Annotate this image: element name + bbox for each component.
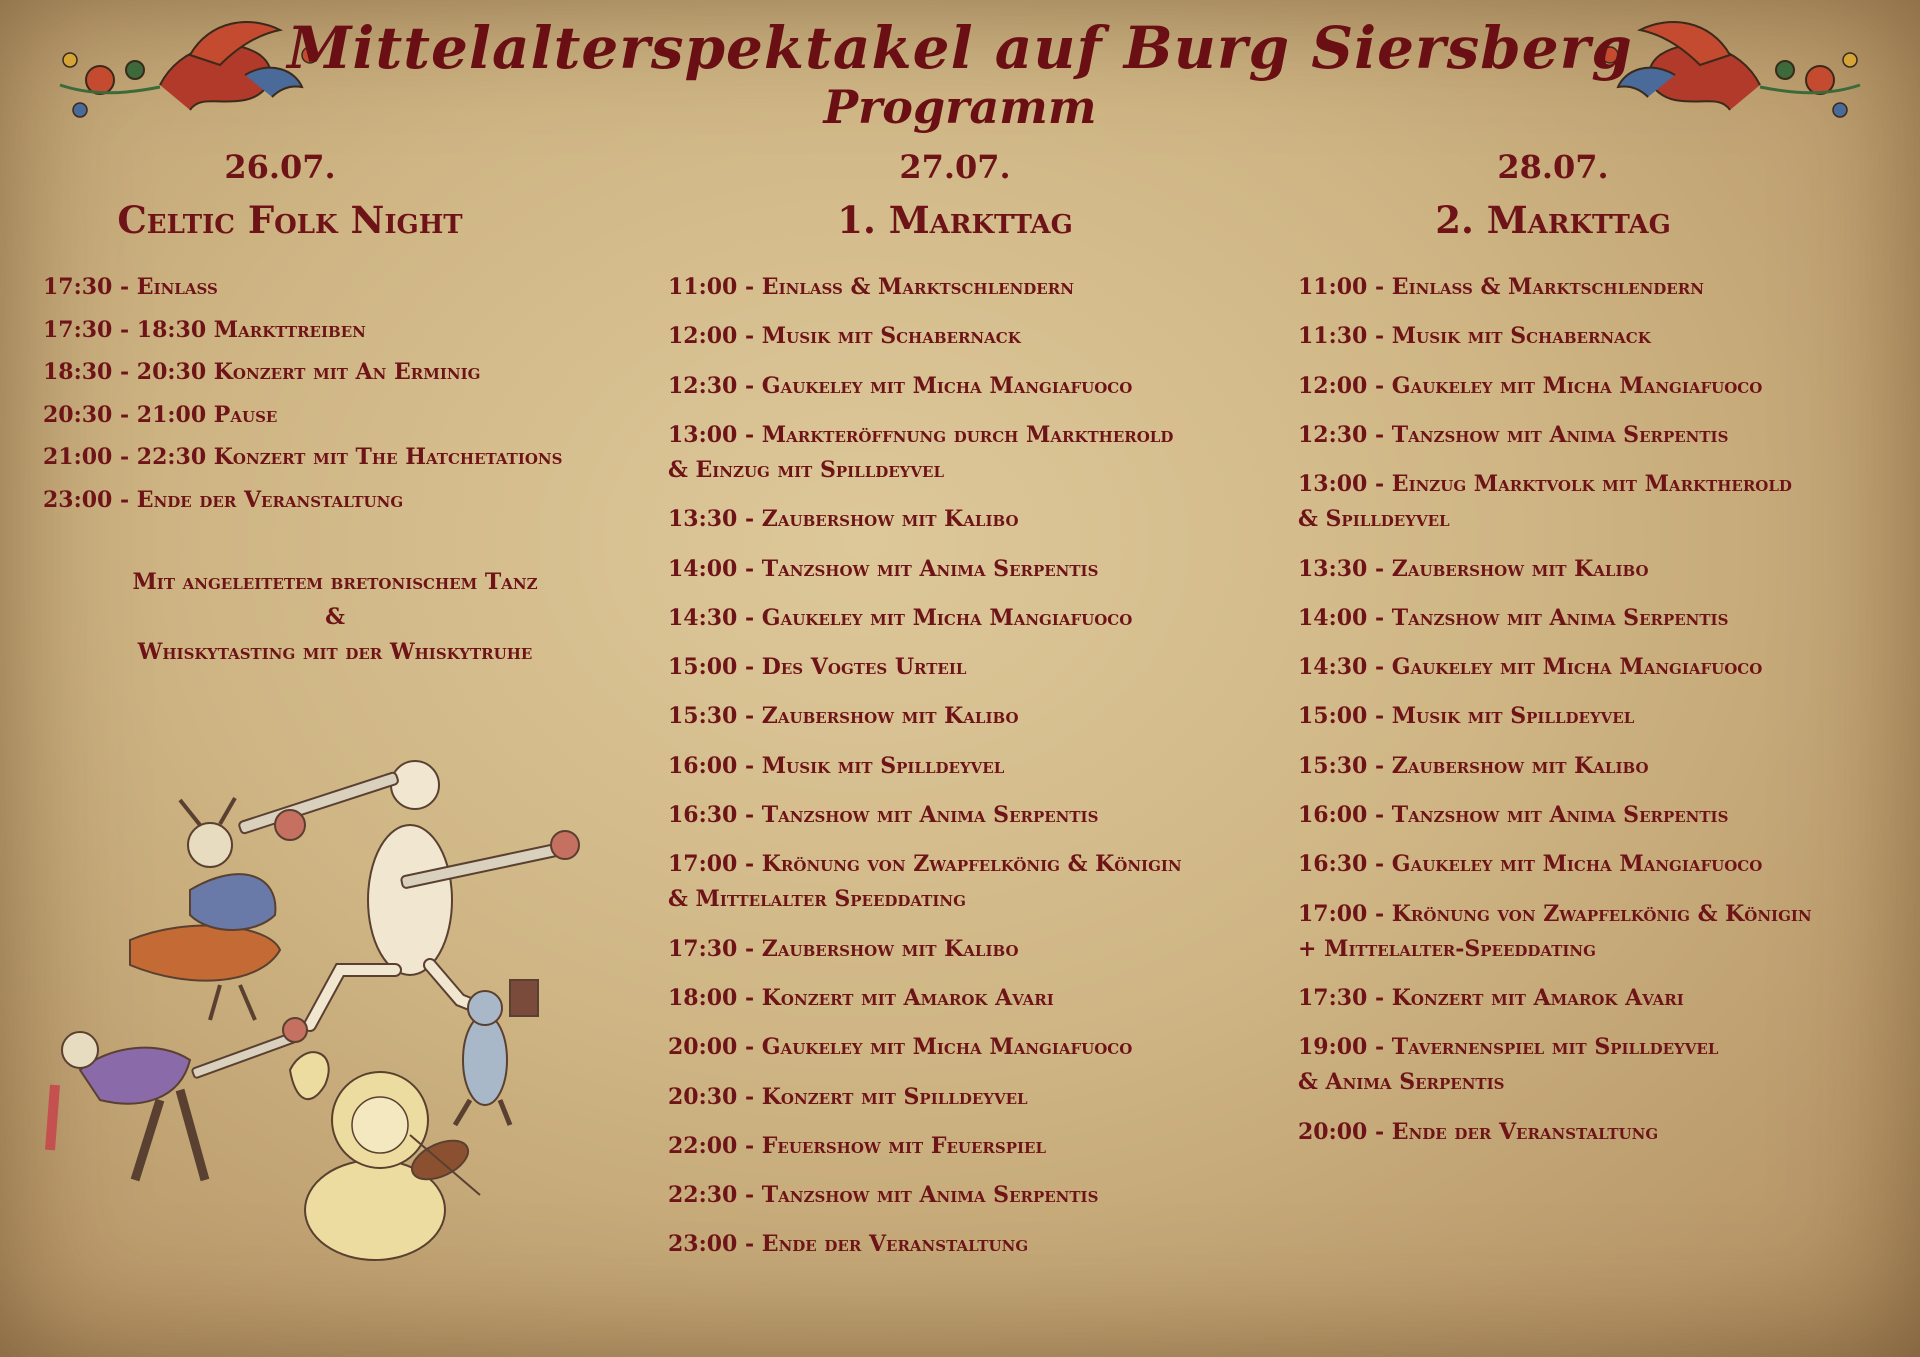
- day-1-name: Celtic Folk Night: [117, 198, 463, 242]
- day-1-note-3: Whiskytasting mit der Whiskytruhe: [137, 639, 533, 665]
- schedule-item: 16:00 - Musik mit Spilldeyvel: [668, 752, 1005, 779]
- schedule-item: 17:30 - Zaubershow mit Kalibo: [668, 935, 1019, 962]
- schedule-item: & Einzug mit Spilldeyvel: [668, 456, 945, 483]
- schedule-item: 16:30 - Gaukeley mit Micha Mangiafuoco: [1298, 851, 1763, 878]
- schedule-item: 17:00 - Krönung von Zwapfelkönig & Königin: [668, 851, 1182, 878]
- schedule-item: 13:30 - Zaubershow mit Kalibo: [1298, 555, 1649, 582]
- page-subtitle: Programm: [823, 80, 1097, 134]
- schedule-item: 23:00 - Ende der Veranstaltung: [668, 1231, 1029, 1258]
- schedule-item: 22:00 - Feuershow mit Feuerspiel: [668, 1132, 1046, 1159]
- schedule-item: 15:00 - Des Vogtes Urteil: [668, 654, 967, 681]
- schedule-item: 11:00 - Einlass & Marktschlendern: [668, 274, 1074, 300]
- schedule-item: 12:00 - Gaukeley mit Micha Mangiafuoco: [1298, 372, 1763, 399]
- schedule-item: 20:30 - 21:00 Pause: [43, 401, 278, 428]
- schedule-item: 18:30 - 20:30 Konzert mit An Erminig: [43, 359, 481, 385]
- schedule-item: 17:30 - Konzert mit Amarok Avari: [1298, 984, 1684, 1011]
- schedule-item: 14:30 - Gaukeley mit Micha Mangiafuoco: [668, 604, 1133, 631]
- schedule-item: & Anima Serpentis: [1298, 1069, 1505, 1096]
- schedule-item: + Mittelalter-Speeddating: [1298, 935, 1596, 962]
- schedule-item: 12:00 - Musik mit Schabernack: [668, 323, 1021, 350]
- schedule-item: 18:00 - Konzert mit Amarok Avari: [668, 984, 1054, 1011]
- schedule-item: 20:30 - Konzert mit Spilldeyvel: [668, 1083, 1028, 1110]
- schedule-item: 15:30 - Zaubershow mit Kalibo: [1298, 752, 1649, 779]
- schedule-item: 14:00 - Tanzshow mit Anima Serpentis: [1298, 604, 1729, 631]
- schedule-item: 14:00 - Tanzshow mit Anima Serpentis: [668, 555, 1099, 582]
- day-3-date: 28.07.: [1497, 148, 1609, 186]
- schedule-item: 20:00 - Gaukeley mit Micha Mangiafuoco: [668, 1034, 1133, 1061]
- schedule-item: 15:00 - Musik mit Spilldeyvel: [1298, 703, 1635, 730]
- schedule-item: 12:30 - Gaukeley mit Micha Mangiafuoco: [668, 372, 1133, 399]
- medieval-musicians-illustration: [40, 740, 600, 1280]
- schedule-item: 15:30 - Zaubershow mit Kalibo: [668, 703, 1019, 730]
- schedule-item: 14:30 - Gaukeley mit Micha Mangiafuoco: [1298, 654, 1763, 681]
- schedule-item: 17:30 - Einlass: [43, 274, 218, 300]
- schedule-item: 20:00 - Ende der Veranstaltung: [1298, 1118, 1659, 1145]
- schedule-item: 17:30 - 18:30 Markttreiben: [43, 316, 366, 343]
- day-2-name: 1. Markttag: [837, 198, 1073, 242]
- schedule-item: & Mittelalter Speeddating: [668, 886, 966, 913]
- schedule-item: 23:00 - Ende der Veranstaltung: [43, 486, 404, 513]
- day-1-note-1: Mit angeleitetem bretonischem Tanz: [132, 569, 538, 595]
- schedule-item: 12:30 - Tanzshow mit Anima Serpentis: [1298, 421, 1729, 448]
- schedule-item: 19:00 - Tavernenspiel mit Spilldeyvel: [1298, 1034, 1719, 1061]
- schedule-item: 13:00 - Einzug Marktvolk mit Marktherold: [1298, 471, 1792, 498]
- schedule-item: 16:00 - Tanzshow mit Anima Serpentis: [1298, 802, 1729, 828]
- day-1-date: 26.07.: [224, 148, 336, 186]
- schedule-item: 11:30 - Musik mit Schabernack: [1298, 323, 1651, 350]
- bird-creature-figure: [130, 798, 280, 1020]
- schedule-item: 17:00 - Krönung von Zwapfelkönig & Königin: [1298, 900, 1812, 927]
- schedule-item: 13:30 - Zaubershow mit Kalibo: [668, 506, 1019, 533]
- day-2-date: 27.07.: [899, 148, 1011, 186]
- lion-fiddler-figure: [290, 1052, 480, 1260]
- schedule-item: & Spilldeyvel: [1298, 506, 1450, 533]
- horn-player-figure: [50, 1018, 307, 1180]
- schedule-item: 16:30 - Tanzshow mit Anima Serpentis: [668, 802, 1099, 828]
- page-title: Mittelalterspektakel auf Burg Siersberg: [287, 14, 1633, 82]
- schedule-item: 13:00 - Markteröffnung durch Marktherold: [668, 421, 1174, 448]
- day-3-name: 2. Markttag: [1435, 198, 1671, 242]
- schedule-item: 21:00 - 22:30 Konzert mit The Hatchetations: [43, 444, 563, 470]
- day-1-note-2: &: [325, 604, 345, 630]
- schedule-item: 22:30 - Tanzshow mit Anima Serpentis: [668, 1182, 1099, 1209]
- schedule-item: 11:00 - Einlass & Marktschlendern: [1298, 274, 1704, 300]
